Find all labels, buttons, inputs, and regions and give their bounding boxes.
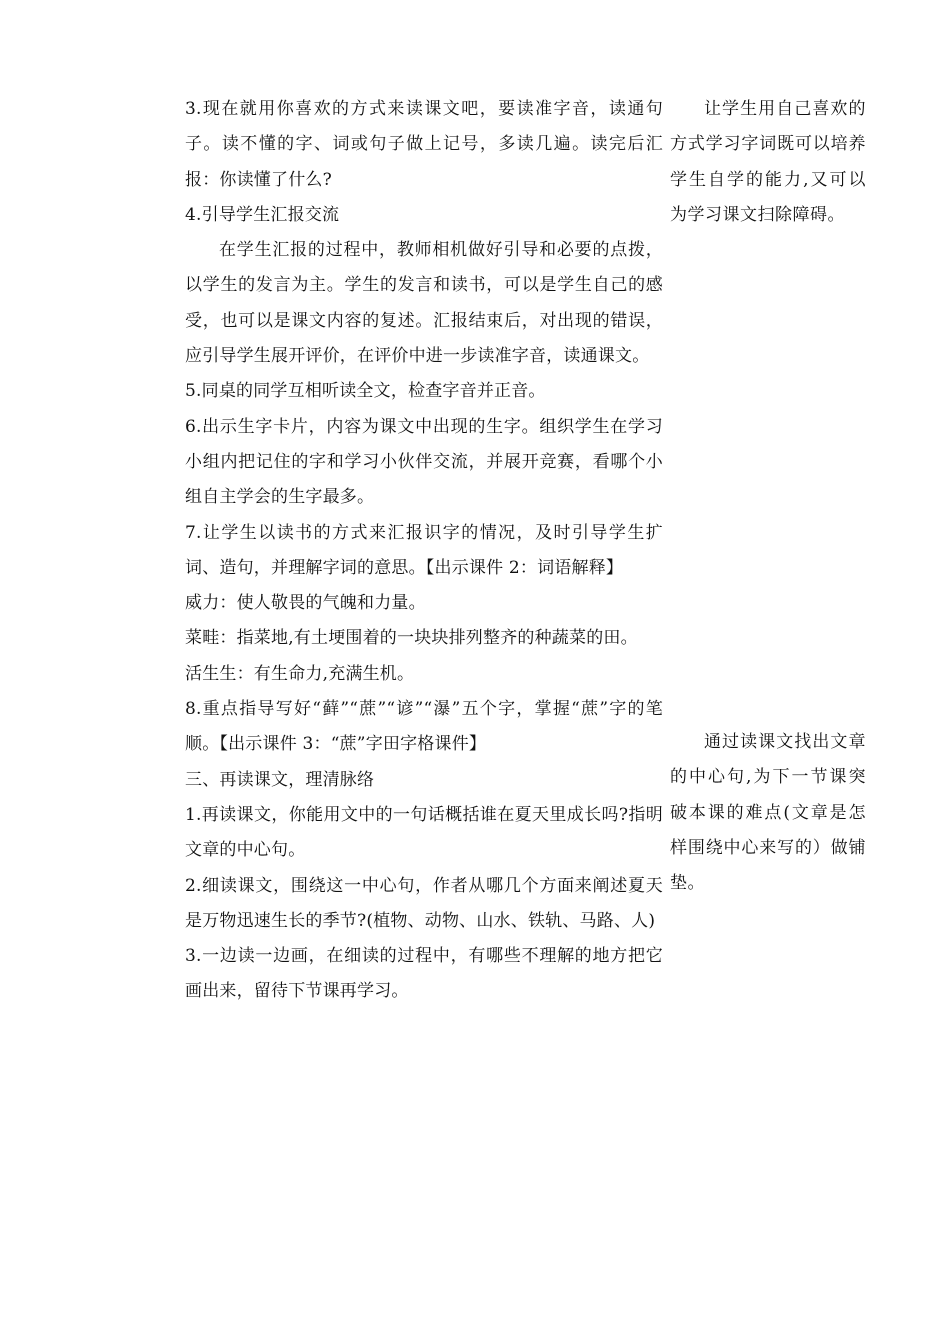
report-guidance-paragraph: 在学生汇报的过程中，教师相机做好引导和必要的点拨，以学生的发言为主。学生的发言和读书，可以是学生自己的感受，也可以是课文内容的复述。汇报结束后，对出现的错误，应引导学生展开评价，在评价中进一步读准字音，读通课文。 bbox=[185, 240, 663, 367]
design-note-2-text: 通过读课文找出文章的中心句,为下一节课突破本课的难点(文章是怎样围绕中心来写的）做铺垫。 bbox=[670, 732, 866, 894]
definition-weili: 威力：使人敬畏的气魄和力量。 bbox=[185, 593, 426, 614]
step-6-word-cards: 6.出示生字卡片，内容为课文中出现的生字。组织学生在学习小组内把记住的字和学习小伙伴交流，并展开竞赛，看哪个小组自主学会的生字最多。 bbox=[185, 416, 663, 508]
step-7-vocabulary: 7.让学生以读书的方式来汇报识字的情况，及时引导学生扩词、造句，并理解字词的意思。【出示课件 2：词语解释】 bbox=[185, 522, 663, 578]
definition-huoshengsheng: 活生生：有生命力,充满生机。 bbox=[185, 663, 415, 684]
design-note-1-text: 让学生用自己喜欢的方式学习字词既可以培养学生自学的能力,又可以为学习课文扫除障碍。 bbox=[670, 99, 866, 225]
design-note-1 bbox=[670, 92, 866, 233]
reread-step-2: 2.细读课文，围绕这一中心句，作者从哪几个方面来阐述夏天是万物迅速生长的季节?(植物、动物、山水、铁轨、马路、人) bbox=[185, 875, 663, 931]
section-3-heading: 三、再读课文，理清脉络 bbox=[185, 769, 375, 790]
step-3-read-text: 3.现在就用你喜欢的方式来读课文吧，要读准字音，读通句子。读不懂的字、词或句子做上记号，多读几遍。读完后汇报：你读懂了什么? bbox=[185, 99, 663, 190]
step-4-guide-report: 4.引导学生汇报交流 bbox=[185, 204, 340, 225]
reread-step-1: 1.再读课文，你能用文中的一句话概括谁在夏天里成长吗?指明文章的中心句。 bbox=[185, 804, 663, 861]
step-5-peer-reading: 5.同桌的同学互相听读全文，检查字音并正音。 bbox=[185, 381, 546, 402]
step-8-writing-guidance: 8.重点指导写好“藓”“蔗”“谚”“瀑”五个字，掌握“蔗”字的笔顺。【出示课件 3：“蔗”字田字格课件】 bbox=[185, 699, 663, 755]
reread-step-3: 3.一边读一边画，在细读的过程中，有哪些不理解的地方把它画出来，留待下节课再学习。 bbox=[185, 946, 663, 1002]
definition-caiqi: 菜畦：指菜地,有土埂围着的一块块排列整齐的种蔬菜的田。 bbox=[185, 628, 638, 649]
lesson-steps-column bbox=[185, 92, 663, 1010]
design-note-2 bbox=[670, 725, 866, 901]
